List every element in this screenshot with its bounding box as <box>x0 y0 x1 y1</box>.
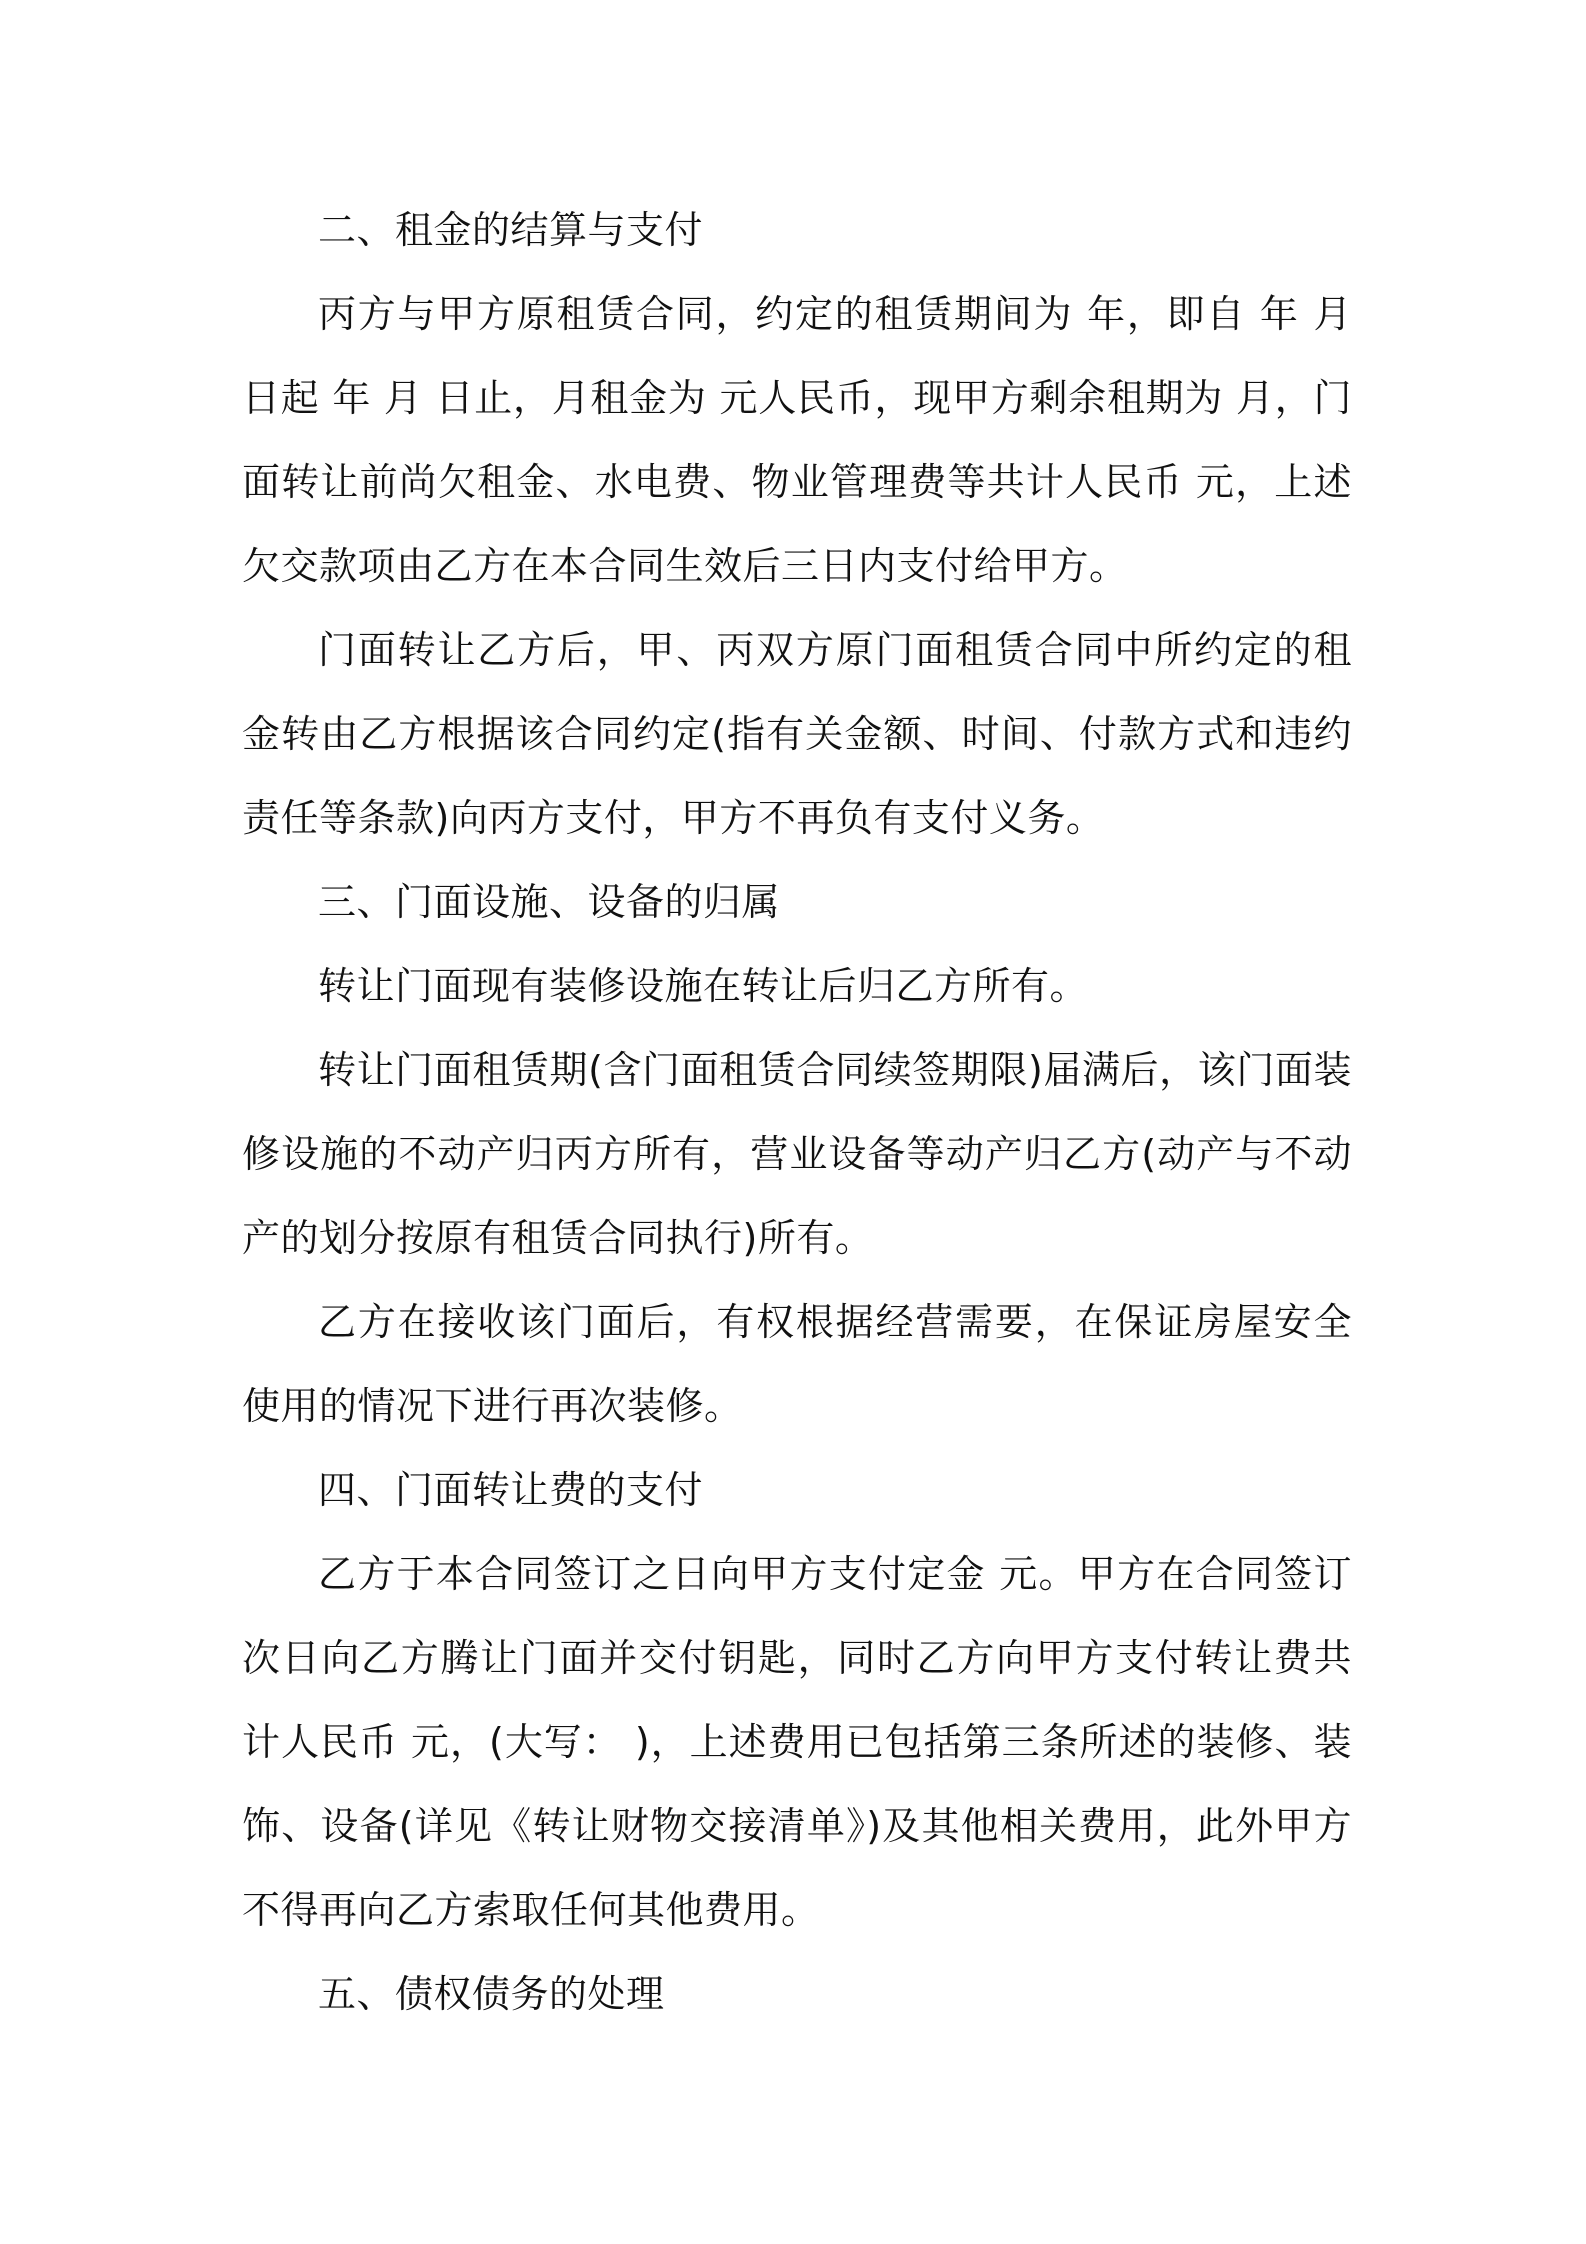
document-body <box>242 188 1352 2036</box>
paragraph-rent-transfer: 门面转让乙方后，甲、丙双方原门面租赁合同中所约定的租金转由乙方根据该合同约定(指有关金额、时间、付款方式和违约责任等条款)向丙方支付，甲方不再负有支付义务。 <box>242 628 1352 840</box>
section-heading-rent-settlement: 二、租金的结算与支付 <box>318 208 704 252</box>
paragraph-facilities-ownership: 转让门面现有装修设施在转让后归乙方所有。 <box>318 964 1089 1008</box>
section-heading-debt-handling: 五、债权债务的处理 <box>318 1972 665 2016</box>
section-heading-transfer-fee: 四、门面转让费的支付 <box>318 1468 704 1512</box>
paragraph-renovation-right: 乙方在接收该门面后，有权根据经营需要，在保证房屋安全使用的情况下进行再次装修。 <box>242 1300 1352 1428</box>
paragraph-transfer-fee: 乙方于本合同签订之日向甲方支付定金 元。甲方在合同签订次日向乙方腾让门面并交付钥匙，同时乙方向甲方支付转让费共计人民币 元，(大写： )，上述费用已包括第三条所述的装修、装饰、设备(详见《转让财物交接清单》)及其他相关费用，此外甲方不得再向乙方索取任何其他费用。 <box>242 1552 1352 1932</box>
paragraph-rent-terms: 丙方与甲方原租赁合同，约定的租赁期间为 年，即自 年 月日起 年 月 日止，月租金为 元人民币，现甲方剩余租期为 月，门面转让前尚欠租金、水电费、物业管理费等共计人民币 元，上述欠交款项由乙方在本合同生效后三日内支付给甲方。 <box>242 292 1352 588</box>
paragraph-lease-expiry-ownership: 转让门面租赁期(含门面租赁合同续签期限)届满后，该门面装修设施的不动产归丙方所有，营业设备等动产归乙方(动产与不动产的划分按原有租赁合同执行)所有。 <box>242 1048 1352 1260</box>
section-heading-facilities-ownership: 三、门面设施、设备的归属 <box>318 880 781 924</box>
